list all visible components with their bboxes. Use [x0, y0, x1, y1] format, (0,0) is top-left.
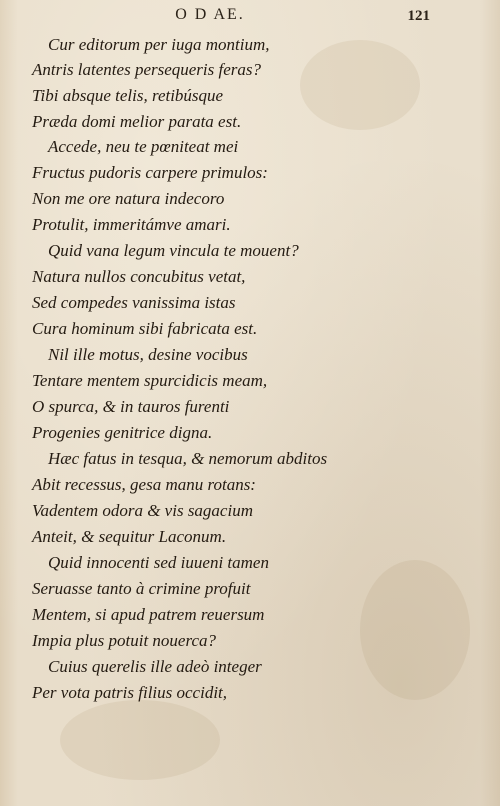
- verse-line: Quid vana legum vincula te mouent?: [48, 241, 299, 260]
- verse-line: Cur editorum per iuga montium,: [48, 35, 270, 54]
- verse-line: Antris latentes persequeris feras?: [32, 60, 262, 79]
- verse-line: Quid innocenti sed iuueni tamen: [48, 553, 269, 572]
- verse-line: Cura hominum sibi fabricata est.: [32, 319, 258, 338]
- verse-line: Hæc fatus in tesqua, & nemorum abditos: [48, 449, 328, 468]
- verse-line: Per vota patris filius occidit,: [32, 683, 228, 702]
- verse-line: Vadentem odora & vis sagacium: [32, 501, 253, 520]
- verse-line: Natura nullos concubitus vetat,: [32, 267, 246, 286]
- verse-line: Abit recessus, gesa manu rotans:: [32, 475, 256, 494]
- verse-line: Seruasse tanto à crimine profuit: [32, 579, 251, 598]
- running-head: O D AE.: [175, 6, 245, 23]
- verse-line: Fructus pudoris carpere primulos:: [32, 163, 268, 182]
- paper-stain: [360, 560, 470, 700]
- verse-line: Anteit, & sequitur Laconum.: [32, 527, 227, 546]
- verse-line: Impia plus potuit nouerca?: [32, 631, 216, 650]
- verse-line: Tibi absque telis, retibúsque: [32, 86, 224, 105]
- verse-line: Progenies genitrice digna.: [32, 423, 213, 442]
- verse-line: O spurca, & in tauros furenti: [32, 397, 230, 416]
- verse-line: Protulit, immeritámve amari.: [32, 215, 231, 234]
- verse-line: Sed compedes vanissima istas: [32, 293, 236, 312]
- verse-line: Non me ore natura indecoro: [32, 189, 225, 208]
- paper-stain: [60, 700, 220, 780]
- verse-line: Accede, neu te pœniteat mei: [48, 137, 239, 156]
- verse-line: Nil ille motus, desine vocibus: [48, 345, 248, 364]
- paper-stain: [300, 40, 420, 130]
- verse-line: Cuius querelis ille adeò integer: [48, 657, 262, 676]
- verse-line: Mentem, si apud patrem reuersum: [32, 605, 265, 624]
- verse-line: Tentare mentem spurcidicis meam,: [32, 371, 268, 390]
- page-number: 121: [407, 8, 430, 24]
- verse-line: Præda domi melior parata est.: [32, 112, 242, 131]
